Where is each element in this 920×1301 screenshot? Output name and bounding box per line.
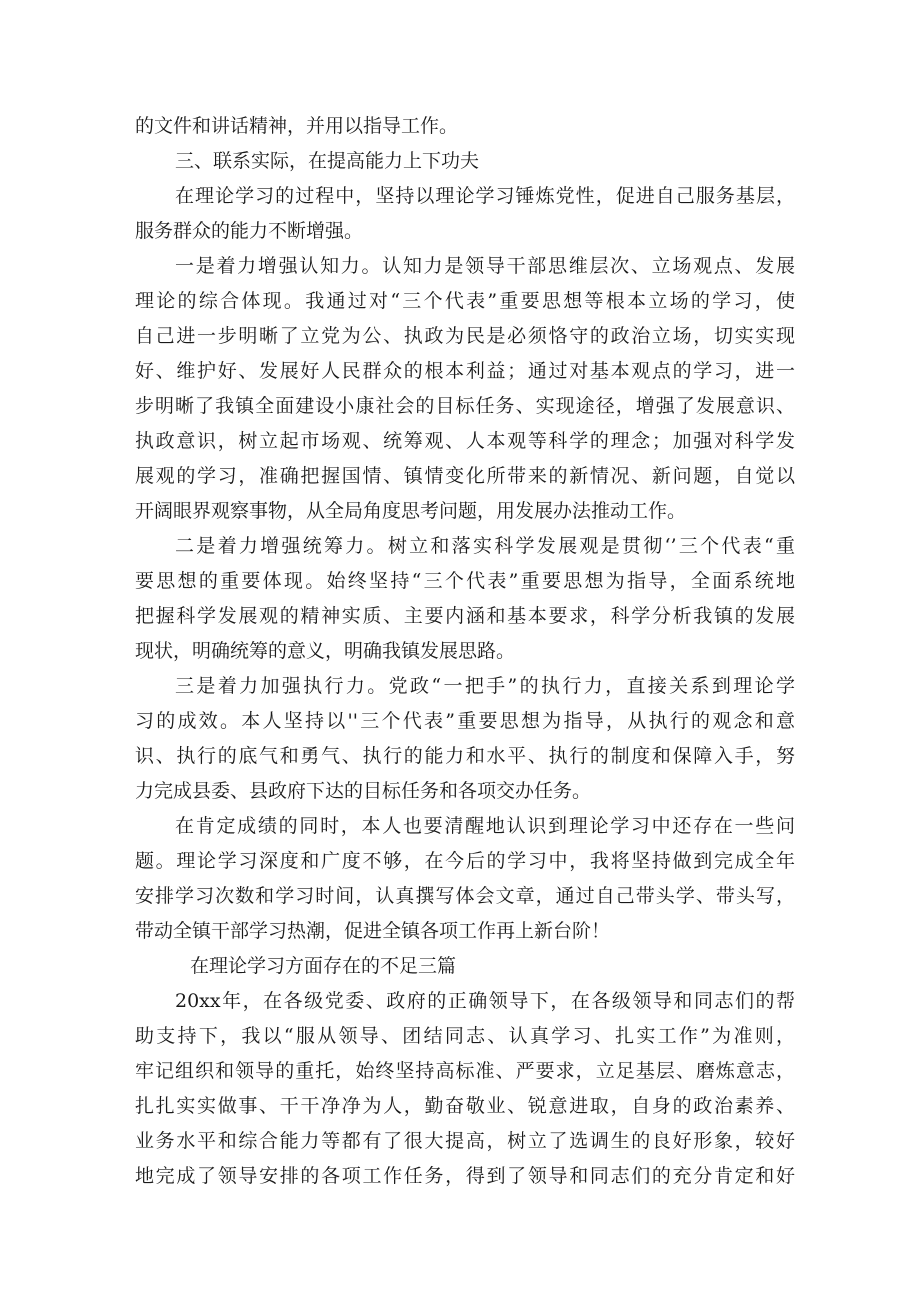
text-line: 业务水平和综合能力等都有了很大提高，树立了选调生的良好形象，较好	[135, 1130, 795, 1152]
text-line: 扎扎实实做事、干干净净为人，勤奋敬业、锐意进取，自身的政治素养、	[135, 1095, 795, 1117]
text-line: 助支持下，我以“服从领导、团结同志、认真学习、扎实工作”为准则，	[135, 1025, 795, 1047]
text-line: 牢记组织和领导的重托，始终坚持高标准、严要求，立足基层、磨炼意志，	[135, 1060, 795, 1082]
text-line: 地完成了领导安排的各项工作任务，得到了领导和同志们的充分肯定和好	[135, 1165, 795, 1187]
text-line: 三是着力加强执行力。党政“一把手”的执行力，直接关系到理论学	[175, 675, 795, 697]
text-line: 一是着力增强认知力。认知力是领导干部思维层次、立场观点、发展	[175, 255, 795, 277]
text-line: 识、执行的底气和勇气、执行的能力和水平、执行的制度和保障入手，努	[135, 745, 795, 767]
text-line: 习的成效。本人坚持以''三个代表”重要思想为指导，从执行的观念和意	[135, 710, 795, 732]
text-line: 在理论学习的过程中，坚持以理论学习锤炼党性，促进自己服务基层，	[175, 185, 795, 207]
text-line: 在肯定成绩的同时，本人也要清醒地认识到理论学习中还存在一些问	[175, 815, 795, 837]
text-line: 现状，明确统筹的意义，明确我镇发展思路。	[135, 640, 516, 662]
text-line: 20xx年，在各级党委、政府的正确领导下，在各级领导和同志们的帮	[175, 990, 795, 1012]
text-line: 执政意识，树立起市场观、统筹观、人本观等科学的理念；加强对科学发	[135, 430, 795, 452]
section-heading: 三、联系实际，在提高能力上下功夫	[175, 150, 480, 172]
text-line: 开阔眼界观察事物，从全局角度思考问题，用发展办法推动工作。	[135, 500, 687, 522]
text-line: 要思想的重要体现。始终坚持“三个代表”重要思想为指导，全面系统地	[135, 570, 795, 592]
text-line: 服务群众的能力不断增强。	[135, 220, 364, 242]
text-line: 的文件和讲话精神，并用以指导工作。	[135, 115, 459, 137]
article-title: 在理论学习方面存在的不足三篇	[190, 955, 457, 977]
text-line: 安排学习次数和学习时间，认真撰写体会文章，通过自己带头学、带头写，	[135, 885, 795, 907]
text-line: 展观的学习，准确把握国情、镇情变化所带来的新情况、新问题，自觉以	[135, 465, 795, 487]
text-line: 把握科学发展观的精神实质、主要内涵和基本要求，科学分析我镇的发展	[135, 605, 795, 627]
text-line: 二是着力增强统筹力。树立和落实科学发展观是贯彻‘’三个代表“重	[175, 535, 795, 557]
text-line: 自己进一步明晰了立党为公、执政为民是必须恪守的政治立场，切实实现	[135, 325, 795, 347]
text-line: 理论的综合体现。我通过对“三个代表”重要思想等根本立场的学习，使	[135, 290, 795, 312]
text-line: 力完成县委、县政府下达的目标任务和各项交办任务。	[135, 780, 592, 802]
text-line: 好、维护好、发展好人民群众的根本利益；通过对基本观点的学习，进一	[135, 360, 795, 382]
text-line: 题。理论学习深度和广度不够，在今后的学习中，我将坚持做到完成全年	[135, 850, 795, 872]
text-line: 带动全镇干部学习热潮，促进全镇各项工作再上新台阶！	[135, 920, 611, 942]
text-line: 步明晰了我镇全面建设小康社会的目标任务、实现途径，增强了发展意识、	[135, 395, 795, 417]
